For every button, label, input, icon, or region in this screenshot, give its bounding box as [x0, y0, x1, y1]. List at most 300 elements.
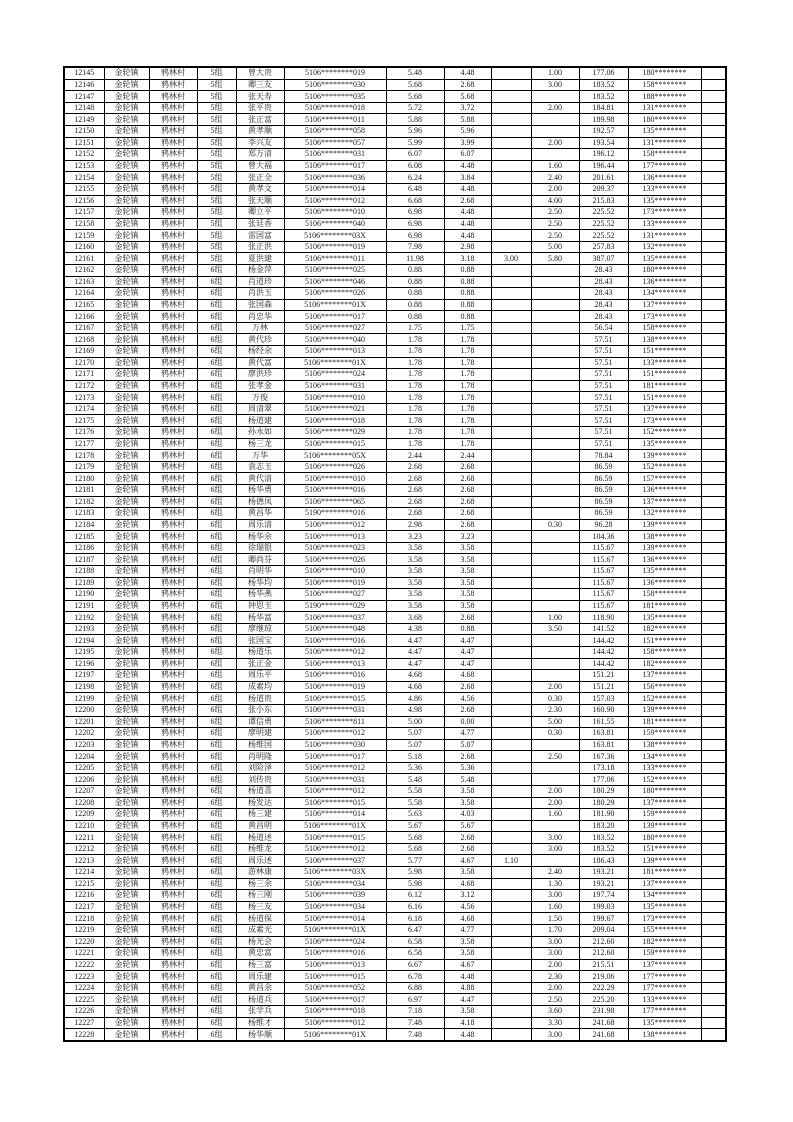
amount-2-cell: 3.18	[444, 253, 491, 265]
group-cell: 6组	[197, 311, 236, 323]
amount-2-cell: 1.78	[444, 403, 491, 415]
amount-total-cell: 183.52	[579, 79, 628, 91]
person-name-cell: 李兴友	[236, 137, 284, 149]
serial-number-cell: 12163	[64, 276, 104, 288]
amount-1-cell: 6.98	[386, 218, 444, 230]
serial-number-cell: 12146	[64, 79, 104, 91]
amount-1-cell: 7.98	[386, 241, 444, 253]
serial-number-cell: 12151	[64, 137, 104, 149]
amount-3-cell	[491, 589, 531, 601]
id-number-cell: 5106********029	[284, 427, 386, 439]
town-cell: 金轮镇	[104, 542, 149, 554]
id-number-cell: 5106********012	[284, 519, 386, 531]
group-cell: 6组	[197, 554, 236, 566]
group-cell: 6组	[197, 809, 236, 821]
village-cell: 鸦林村	[149, 230, 197, 242]
serial-number-cell: 12215	[64, 878, 104, 890]
amount-1-cell: 5.58	[386, 785, 444, 797]
village-cell: 鸦林村	[149, 751, 197, 763]
blank-cell	[701, 913, 726, 925]
amount-2-cell: 2.68	[444, 832, 491, 844]
amount-1-cell: 2.44	[386, 450, 444, 462]
amount-3-cell	[491, 473, 531, 485]
village-cell: 鸦林村	[149, 264, 197, 276]
amount-3-cell	[491, 195, 531, 207]
blank-cell	[701, 415, 726, 427]
amount-3-cell	[491, 647, 531, 659]
amount-1-cell: 6.58	[386, 948, 444, 960]
amount-total-cell: 177.06	[579, 774, 628, 786]
serial-number-cell: 12181	[64, 484, 104, 496]
phone-cell: 135********	[628, 253, 701, 265]
village-cell: 鸦林村	[149, 438, 197, 450]
serial-number-cell: 12162	[64, 264, 104, 276]
phone-cell: 151********	[628, 843, 701, 855]
table-row	[64, 1029, 726, 1041]
blank-cell	[701, 670, 726, 682]
group-cell: 6组	[197, 797, 236, 809]
id-number-cell: 5190********029	[284, 600, 386, 612]
table-row	[64, 183, 726, 195]
serial-number-cell: 12198	[64, 681, 104, 693]
phone-cell: 139********	[628, 450, 701, 462]
table-row	[64, 843, 726, 855]
blank-cell	[701, 380, 726, 392]
table-row	[64, 438, 726, 450]
blank-cell	[701, 137, 726, 149]
town-cell: 金轮镇	[104, 288, 149, 300]
village-cell: 鸦林村	[149, 311, 197, 323]
table-row	[64, 542, 726, 554]
blank-cell	[701, 948, 726, 960]
group-cell: 6组	[197, 867, 236, 879]
person-name-cell: 卿三友	[236, 79, 284, 91]
amount-4-cell: 5.00	[531, 716, 579, 728]
id-number-cell: 5106********017	[284, 994, 386, 1006]
amount-2-cell: 3.12	[444, 890, 491, 902]
blank-cell	[701, 508, 726, 520]
blank-cell	[701, 102, 726, 114]
blank-cell	[701, 797, 726, 809]
amount-4-cell: 3.00	[531, 79, 579, 91]
table-row	[64, 913, 726, 925]
amount-4-cell	[531, 589, 579, 601]
amount-2-cell: 1.78	[444, 415, 491, 427]
amount-1-cell: 5.48	[386, 67, 444, 79]
person-name-cell: 张天顺	[236, 195, 284, 207]
amount-3-cell	[491, 126, 531, 138]
person-name-cell: 杨金萍	[236, 264, 284, 276]
amount-1-cell: 6.98	[386, 207, 444, 219]
serial-number-cell: 12214	[64, 867, 104, 879]
amount-3-cell	[491, 901, 531, 913]
phone-cell: 173********	[628, 913, 701, 925]
village-cell: 鸦林村	[149, 785, 197, 797]
id-number-cell: 5106********015	[284, 971, 386, 983]
table-row	[64, 102, 726, 114]
phone-cell: 136********	[628, 276, 701, 288]
id-number-cell: 5106********012	[284, 785, 386, 797]
serial-number-cell: 12152	[64, 149, 104, 161]
amount-4-cell: 2.00	[531, 681, 579, 693]
amount-3-cell	[491, 461, 531, 473]
group-cell: 6组	[197, 762, 236, 774]
table-row	[64, 508, 726, 520]
town-cell: 金轮镇	[104, 600, 149, 612]
blank-cell	[701, 496, 726, 508]
amount-total-cell: 183.52	[579, 832, 628, 844]
serial-number-cell: 12165	[64, 299, 104, 311]
amount-3-cell	[491, 751, 531, 763]
phone-cell: 182********	[628, 936, 701, 948]
table-row	[64, 566, 726, 578]
table-row	[64, 415, 726, 427]
amount-4-cell: 0.30	[531, 693, 579, 705]
town-cell: 金轮镇	[104, 728, 149, 740]
village-cell: 鸦林村	[149, 403, 197, 415]
data-table	[63, 66, 727, 1042]
group-cell: 6组	[197, 693, 236, 705]
amount-total-cell: 183.52	[579, 91, 628, 103]
amount-3-cell	[491, 577, 531, 589]
group-cell: 6组	[197, 913, 236, 925]
village-cell: 鸦林村	[149, 971, 197, 983]
id-number-cell: 5106********01X	[284, 1029, 386, 1041]
group-cell: 6组	[197, 936, 236, 948]
village-cell: 鸦林村	[149, 809, 197, 821]
amount-1-cell: 3.23	[386, 531, 444, 543]
table-row	[64, 612, 726, 624]
person-name-cell: 万林	[236, 322, 284, 334]
amount-4-cell: 2.50	[531, 230, 579, 242]
town-cell: 金轮镇	[104, 716, 149, 728]
phone-cell: 180********	[628, 832, 701, 844]
group-cell: 6组	[197, 577, 236, 589]
id-number-cell: 5106********015	[284, 797, 386, 809]
table-row	[64, 890, 726, 902]
person-name-cell: 黄昌华	[236, 508, 284, 520]
blank-cell	[701, 172, 726, 184]
town-cell: 金轮镇	[104, 1029, 149, 1041]
village-cell: 鸦林村	[149, 114, 197, 126]
phone-cell: 177********	[628, 1005, 701, 1017]
amount-1-cell: 1.78	[386, 357, 444, 369]
id-number-cell: 5106********03X	[284, 867, 386, 879]
person-name-cell: 黄代清	[236, 473, 284, 485]
amount-4-cell	[531, 392, 579, 404]
amount-4-cell	[531, 334, 579, 346]
person-name-cell: 雷国富	[236, 230, 284, 242]
group-cell: 6组	[197, 635, 236, 647]
village-cell: 鸦林村	[149, 948, 197, 960]
amount-2-cell: 5.07	[444, 739, 491, 751]
amount-1-cell: 5.68	[386, 79, 444, 91]
blank-cell	[701, 554, 726, 566]
amount-4-cell: 3.60	[531, 1005, 579, 1017]
village-cell: 鸦林村	[149, 1017, 197, 1029]
town-cell: 金轮镇	[104, 832, 149, 844]
phone-cell: 181********	[628, 867, 701, 879]
village-cell: 鸦林村	[149, 241, 197, 253]
id-number-cell: 5106********01X	[284, 299, 386, 311]
amount-2-cell: 4.48	[444, 218, 491, 230]
person-name-cell: 卿尚芬	[236, 554, 284, 566]
amount-total-cell: 231.98	[579, 1005, 628, 1017]
amount-2-cell: 3.58	[444, 566, 491, 578]
table-row	[64, 635, 726, 647]
group-cell: 6组	[197, 484, 236, 496]
amount-2-cell: 6.07	[444, 149, 491, 161]
id-number-cell: 5106********036	[284, 172, 386, 184]
group-cell: 6组	[197, 357, 236, 369]
person-name-cell: 万华	[236, 450, 284, 462]
blank-cell	[701, 357, 726, 369]
village-cell: 鸦林村	[149, 681, 197, 693]
person-name-cell: 廖明建	[236, 728, 284, 740]
person-name-cell: 成素光	[236, 924, 284, 936]
amount-1-cell: 6.97	[386, 994, 444, 1006]
table-body	[64, 67, 726, 1041]
amount-4-cell	[531, 126, 579, 138]
id-number-cell: 5106********034	[284, 878, 386, 890]
phone-cell: 159********	[628, 728, 701, 740]
phone-cell: 132********	[628, 241, 701, 253]
amount-4-cell	[531, 473, 579, 485]
person-name-cell: 肖忠华	[236, 311, 284, 323]
serial-number-cell: 12174	[64, 403, 104, 415]
table-row	[64, 647, 726, 659]
phone-cell: 134********	[628, 890, 701, 902]
id-number-cell: 5106********012	[284, 762, 386, 774]
town-cell: 金轮镇	[104, 299, 149, 311]
phone-cell: 181********	[628, 716, 701, 728]
amount-4-cell: 2.00	[531, 102, 579, 114]
id-number-cell: 5106********014	[284, 913, 386, 925]
id-number-cell: 5106********015	[284, 438, 386, 450]
serial-number-cell: 12169	[64, 346, 104, 358]
serial-number-cell: 12175	[64, 415, 104, 427]
serial-number-cell: 12197	[64, 670, 104, 682]
amount-4-cell: 2.50	[531, 751, 579, 763]
amount-1-cell: 0.88	[386, 311, 444, 323]
table-row	[64, 67, 726, 79]
person-name-cell: 刘险泽	[236, 762, 284, 774]
amount-total-cell: 215.51	[579, 959, 628, 971]
blank-cell	[701, 241, 726, 253]
blank-cell	[701, 739, 726, 751]
person-name-cell: 廖继琼	[236, 623, 284, 635]
phone-cell: 173********	[628, 415, 701, 427]
person-name-cell: 杨华富	[236, 612, 284, 624]
amount-2-cell: 3.84	[444, 172, 491, 184]
serial-number-cell: 12150	[64, 126, 104, 138]
amount-3-cell	[491, 114, 531, 126]
table-row	[64, 785, 726, 797]
amount-total-cell: 167.36	[579, 751, 628, 763]
person-name-cell: 张正洪	[236, 241, 284, 253]
person-name-cell: 肖道珍	[236, 276, 284, 288]
person-name-cell: 周乐平	[236, 670, 284, 682]
phone-cell: 135********	[628, 566, 701, 578]
amount-2-cell: 0.88	[444, 311, 491, 323]
amount-2-cell: 5.48	[444, 774, 491, 786]
id-number-cell: 5106********012	[284, 647, 386, 659]
amount-1-cell: 5.36	[386, 762, 444, 774]
phone-cell: 137********	[628, 878, 701, 890]
group-cell: 5组	[197, 67, 236, 79]
phone-cell: 177********	[628, 160, 701, 172]
phone-cell: 177********	[628, 982, 701, 994]
amount-1-cell: 6.67	[386, 959, 444, 971]
blank-cell	[701, 635, 726, 647]
serial-number-cell: 12206	[64, 774, 104, 786]
amount-3-cell	[491, 635, 531, 647]
blank-cell	[701, 751, 726, 763]
village-cell: 鸦林村	[149, 218, 197, 230]
town-cell: 金轮镇	[104, 982, 149, 994]
table-row	[64, 172, 726, 184]
serial-number-cell: 12155	[64, 183, 104, 195]
amount-1-cell: 6.88	[386, 982, 444, 994]
group-cell: 6组	[197, 843, 236, 855]
amount-3-cell	[491, 843, 531, 855]
amount-2-cell: 2.68	[444, 612, 491, 624]
serial-number-cell: 12191	[64, 600, 104, 612]
table-row	[64, 484, 726, 496]
group-cell: 6组	[197, 751, 236, 763]
table-row	[64, 600, 726, 612]
serial-number-cell: 12192	[64, 612, 104, 624]
table-row	[64, 855, 726, 867]
phone-cell: 137********	[628, 403, 701, 415]
id-number-cell: 5106********021	[284, 403, 386, 415]
village-cell: 鸦林村	[149, 901, 197, 913]
id-number-cell: 5106********048	[284, 623, 386, 635]
amount-3-cell	[491, 797, 531, 809]
phone-cell: 158********	[628, 647, 701, 659]
amount-total-cell: 28.43	[579, 276, 628, 288]
person-name-cell: 黄孝文	[236, 183, 284, 195]
town-cell: 金轮镇	[104, 704, 149, 716]
amount-2-cell: 3.58	[444, 577, 491, 589]
amount-3-cell	[491, 299, 531, 311]
group-cell: 6组	[197, 704, 236, 716]
village-cell: 鸦林村	[149, 600, 197, 612]
amount-4-cell	[531, 369, 579, 381]
group-cell: 6组	[197, 855, 236, 867]
amount-4-cell: 3.00	[531, 1029, 579, 1041]
id-number-cell: 5106********017	[284, 751, 386, 763]
town-cell: 金轮镇	[104, 207, 149, 219]
phone-cell: 139********	[628, 519, 701, 531]
amount-1-cell: 0.88	[386, 299, 444, 311]
village-cell: 鸦林村	[149, 450, 197, 462]
amount-2-cell: 1.78	[444, 380, 491, 392]
group-cell: 6组	[197, 600, 236, 612]
amount-1-cell: 5.99	[386, 137, 444, 149]
id-number-cell: 5106********013	[284, 531, 386, 543]
phone-cell: 131********	[628, 137, 701, 149]
group-cell: 6组	[197, 728, 236, 740]
town-cell: 金轮镇	[104, 149, 149, 161]
blank-cell	[701, 149, 726, 161]
person-name-cell: 杨道述	[236, 832, 284, 844]
amount-2-cell: 4.48	[444, 1029, 491, 1041]
amount-1-cell: 5.96	[386, 126, 444, 138]
serial-number-cell: 12200	[64, 704, 104, 716]
village-cell: 鸦林村	[149, 716, 197, 728]
phone-cell: 137********	[628, 299, 701, 311]
village-cell: 鸦林村	[149, 774, 197, 786]
amount-total-cell: 115.67	[579, 554, 628, 566]
blank-cell	[701, 288, 726, 300]
table-row	[64, 427, 726, 439]
group-cell: 5组	[197, 149, 236, 161]
table-row	[64, 311, 726, 323]
serial-number-cell: 12218	[64, 913, 104, 925]
serial-number-cell: 12211	[64, 832, 104, 844]
phone-cell: 136********	[628, 554, 701, 566]
amount-2-cell: 2.68	[444, 484, 491, 496]
id-number-cell: 5106********027	[284, 589, 386, 601]
amount-total-cell: 57.51	[579, 380, 628, 392]
town-cell: 金轮镇	[104, 936, 149, 948]
town-cell: 金轮镇	[104, 971, 149, 983]
phone-cell: 133********	[628, 762, 701, 774]
village-cell: 鸦林村	[149, 658, 197, 670]
amount-total-cell: 173.18	[579, 762, 628, 774]
amount-total-cell: 144.42	[579, 635, 628, 647]
town-cell: 金轮镇	[104, 450, 149, 462]
group-cell: 6组	[197, 334, 236, 346]
amount-3-cell	[491, 427, 531, 439]
group-cell: 6组	[197, 415, 236, 427]
blank-cell	[701, 809, 726, 821]
blank-cell	[701, 728, 726, 740]
amount-total-cell: 57.51	[579, 427, 628, 439]
town-cell: 金轮镇	[104, 392, 149, 404]
amount-2-cell: 4.48	[444, 160, 491, 172]
id-number-cell: 5106********026	[284, 554, 386, 566]
amount-total-cell: 199.03	[579, 901, 628, 913]
phone-cell: 135********	[628, 438, 701, 450]
person-name-cell: 黄忠富	[236, 948, 284, 960]
group-cell: 6组	[197, 264, 236, 276]
amount-4-cell	[531, 658, 579, 670]
person-name-cell: 郑万清	[236, 149, 284, 161]
amount-4-cell: 2.30	[531, 971, 579, 983]
amount-2-cell: 2.68	[444, 681, 491, 693]
amount-3-cell	[491, 172, 531, 184]
amount-total-cell: 57.51	[579, 392, 628, 404]
person-name-cell: 杨德凤	[236, 496, 284, 508]
amount-1-cell: 1.78	[386, 369, 444, 381]
amount-4-cell: 3.00	[531, 936, 579, 948]
phone-cell: 135********	[628, 901, 701, 913]
table-row	[64, 380, 726, 392]
blank-cell	[701, 843, 726, 855]
village-cell: 鸦林村	[149, 334, 197, 346]
person-name-cell: 杨三余	[236, 878, 284, 890]
village-cell: 鸦林村	[149, 890, 197, 902]
amount-1-cell: 3.58	[386, 577, 444, 589]
table-row	[64, 948, 726, 960]
town-cell: 金轮镇	[104, 809, 149, 821]
phone-cell: 188********	[628, 91, 701, 103]
phone-cell: 138********	[628, 739, 701, 751]
group-cell: 6组	[197, 785, 236, 797]
blank-cell	[701, 322, 726, 334]
